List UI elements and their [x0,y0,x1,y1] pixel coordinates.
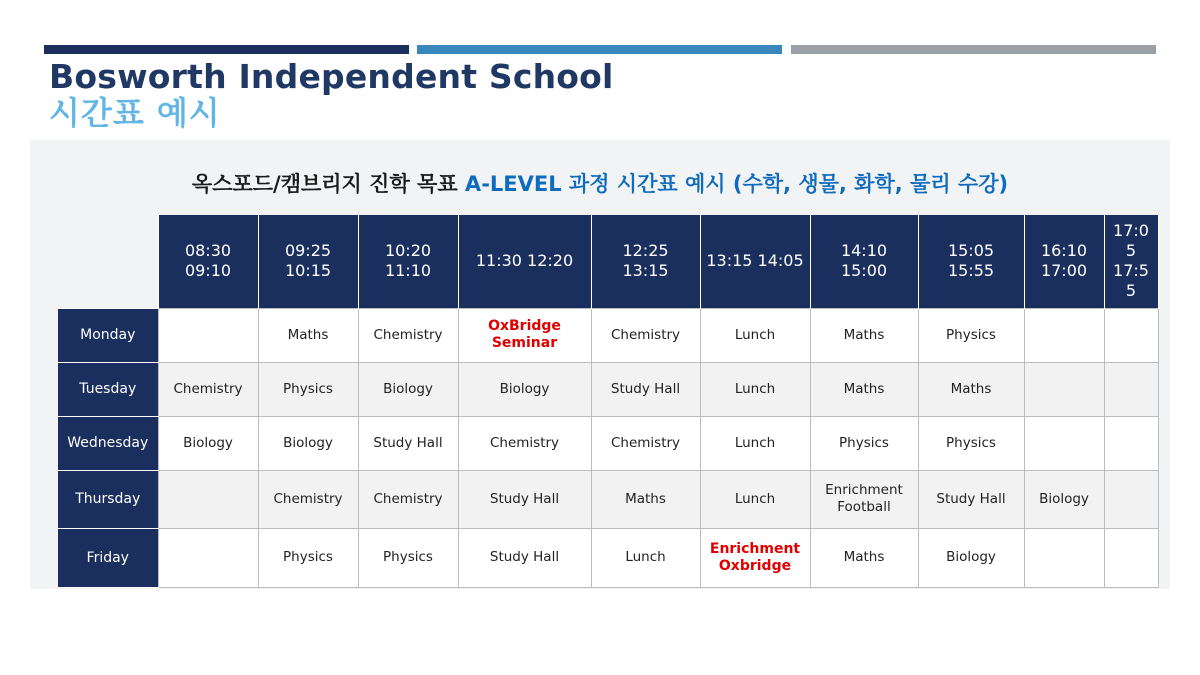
timetable-cell: Physics [258,362,358,416]
timetable-cell [1104,362,1158,416]
timetable-cell: Physics [918,416,1024,470]
timetable-cell: Enrichment Oxbridge [700,528,810,587]
timetable-cell: Biology [1024,470,1104,528]
timetable-cell: Maths [810,528,918,587]
timetable-cell: Lunch [700,470,810,528]
school-name: Bosworth Independent School [49,57,614,96]
timetable-cell: Chemistry [591,308,700,362]
day-label: Monday [58,308,158,362]
timetable-cell: Maths [918,362,1024,416]
timetable-cell: OxBridge Seminar [458,308,591,362]
time-slot-header: 16:10 17:00 [1024,215,1104,308]
timetable-cell [1024,308,1104,362]
timetable-cell: Maths [258,308,358,362]
time-slot-header: 13:15 14:05 [700,215,810,308]
day-label: Thursday [58,470,158,528]
timetable-cell: Biology [258,416,358,470]
page-subtitle: 시간표 예시 [49,94,221,132]
time-slot-header: 08:30 09:10 [158,215,258,308]
timetable-cell [1024,416,1104,470]
timetable-panel [30,140,1170,589]
day-row-monday [58,308,1158,362]
table-title-course: A-LEVEL 과정 시간표 예시 (수학, 생물, 화학, 물리 수강) [457,172,1009,196]
day-row-tuesday [58,362,1158,416]
corner-cell [58,215,158,308]
time-slot-header: 09:25 10:15 [258,215,358,308]
time-slot-header: 10:20 11:10 [358,215,458,308]
timetable-cell [1024,528,1104,587]
header-bar-navy [44,45,409,54]
header-bar-blue [417,45,782,54]
time-slot-header: 11:30 12:20 [458,215,591,308]
timetable-cell: Chemistry [358,308,458,362]
timetable-cell [158,308,258,362]
timetable-cell: Study Hall [591,362,700,416]
timetable-cell: Maths [591,470,700,528]
timetable-cell: Chemistry [591,416,700,470]
day-row-friday [58,528,1158,587]
day-label: Tuesday [58,362,158,416]
timetable-cell [1024,362,1104,416]
timetable-cell: Lunch [700,308,810,362]
timetable-cell: Study Hall [458,470,591,528]
timetable-cell: Lunch [591,528,700,587]
day-label: Friday [58,528,158,587]
timetable-body [58,308,1158,587]
timetable-cell: Maths [810,308,918,362]
timetable-cell [1104,470,1158,528]
timetable-cell: Study Hall [918,470,1024,528]
timetable-cell: Physics [358,528,458,587]
timetable-cell: Study Hall [458,528,591,587]
timetable-cell: Physics [918,308,1024,362]
day-row-wednesday [58,416,1158,470]
time-slot-header: 15:05 15:55 [918,215,1024,308]
table-title [30,168,1170,198]
timetable-cell: Chemistry [158,362,258,416]
timetable-cell: Physics [810,416,918,470]
timetable [58,215,1159,588]
timetable-cell: Lunch [700,362,810,416]
table-title-goal: 옥스포드/캠브리지 진학 목표 [191,172,458,196]
timetable-cell [1104,416,1158,470]
day-label: Wednesday [58,416,158,470]
timetable-cell: Biology [918,528,1024,587]
timetable-cell: Lunch [700,416,810,470]
timetable-cell: Biology [458,362,591,416]
timetable-cell: Chemistry [458,416,591,470]
timetable-cell [158,470,258,528]
timetable-cell: Physics [258,528,358,587]
timetable-cell: Study Hall [358,416,458,470]
timetable-cell [1104,528,1158,587]
time-slot-header: 17:0 5 17:5 5 [1104,215,1158,308]
timetable-cell [158,528,258,587]
time-slot-header: 14:10 15:00 [810,215,918,308]
timetable-cell [1104,308,1158,362]
timetable-cell: Maths [810,362,918,416]
timetable-cell: Enrichment Football [810,470,918,528]
header-bar-gray [791,45,1156,54]
timetable-cell: Chemistry [358,470,458,528]
timetable-cell: Chemistry [258,470,358,528]
timetable-cell: Biology [158,416,258,470]
time-slot-header: 12:25 13:15 [591,215,700,308]
time-header-row [58,215,1158,308]
day-row-thursday [58,470,1158,528]
timetable-cell: Biology [358,362,458,416]
